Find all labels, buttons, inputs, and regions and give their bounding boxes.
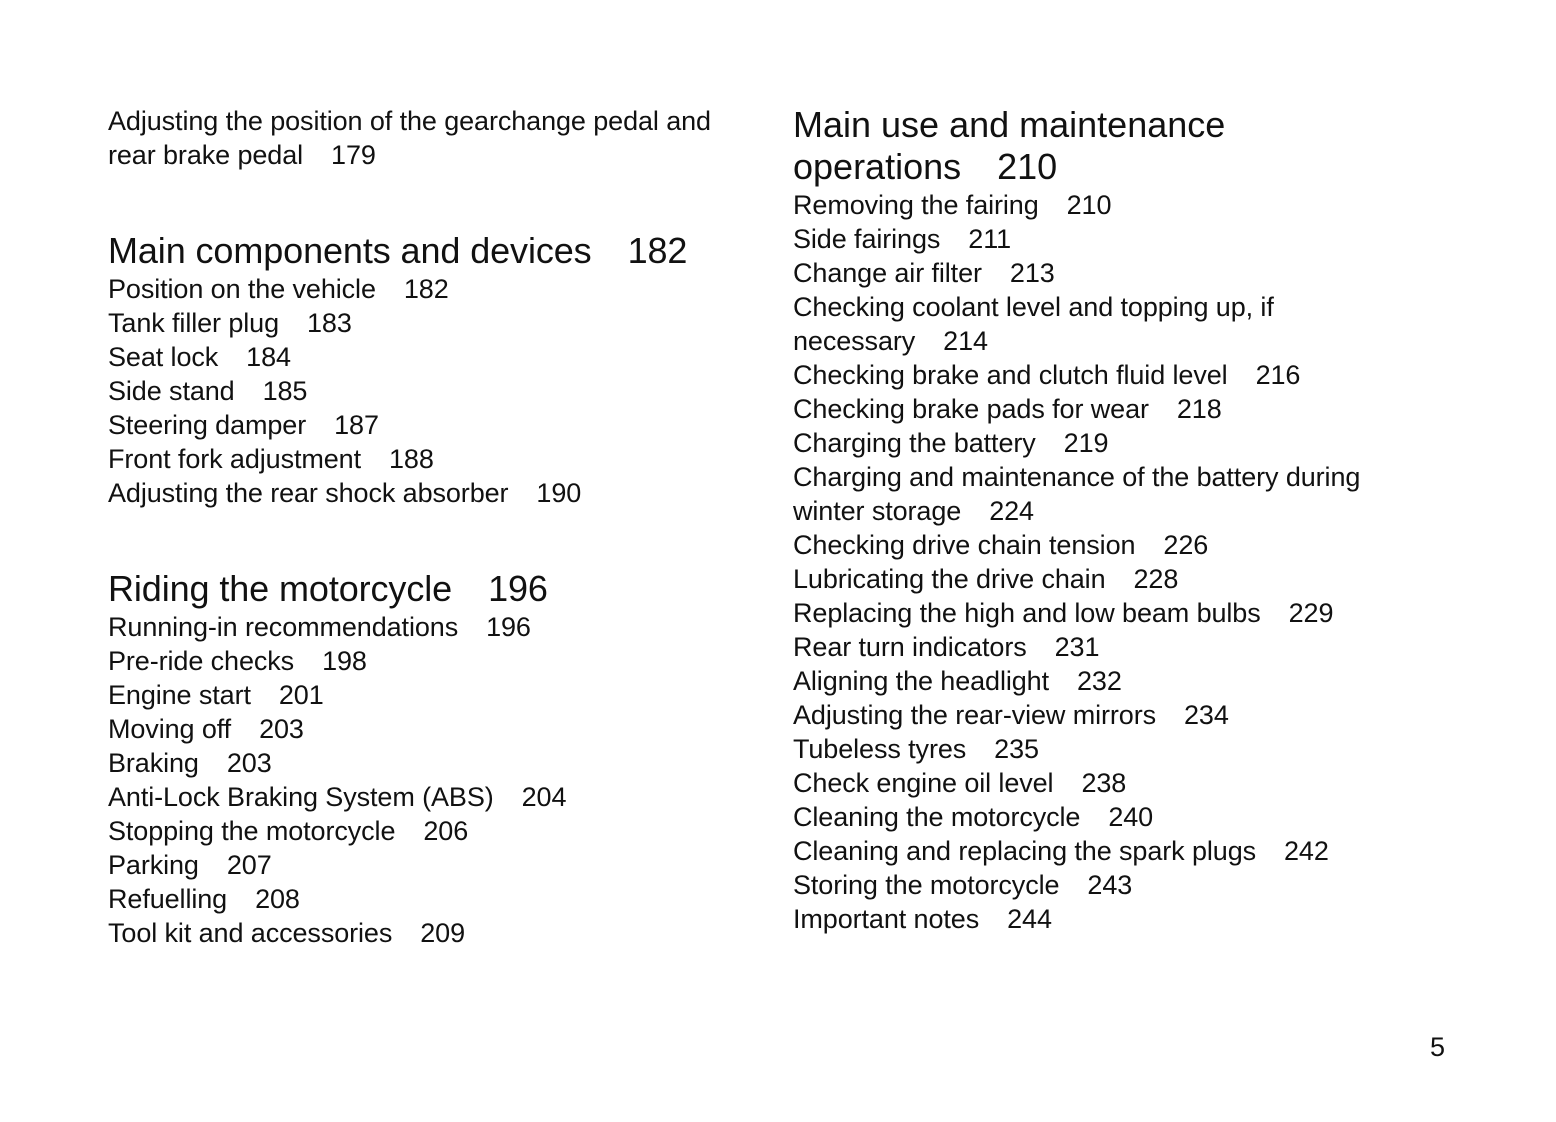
toc-entry-label: Running-in recommendations (108, 612, 459, 642)
toc-entry[interactable] (793, 902, 1433, 936)
toc-list-main-components (108, 272, 758, 510)
toc-section-maintenance (793, 104, 1433, 936)
toc-entry-label: Change air filter (793, 258, 982, 288)
toc-entry[interactable] (793, 256, 1433, 290)
toc-entry-page: 184 (246, 342, 291, 372)
toc-entry-label: Stopping the motorcycle (108, 816, 396, 846)
toc-entry-page: 208 (255, 884, 300, 914)
toc-entry-page: 198 (322, 646, 367, 676)
toc-entry-page: 228 (1133, 564, 1179, 594)
toc-entry-label: Engine start (108, 680, 251, 710)
toc-entry-page: 211 (968, 224, 1012, 254)
toc-entry-label: Adjusting the rear shock absorber (108, 478, 509, 508)
toc-entry[interactable] (793, 222, 1433, 256)
toc-entry-label-line1: Checking coolant level and topping up, if (793, 292, 1274, 322)
toc-entry-label: Refuelling (108, 884, 228, 914)
toc-entry[interactable] (108, 780, 758, 814)
toc-entry[interactable] (108, 916, 758, 950)
toc-entry-label: Side fairings (793, 224, 941, 254)
toc-entry-label: Replacing the high and low beam bulbs (793, 598, 1261, 628)
toc-left-column (108, 104, 758, 950)
toc-entry[interactable] (108, 408, 758, 442)
toc-entry-page: 238 (1081, 768, 1127, 798)
toc-entry-page: 224 (989, 496, 1034, 526)
toc-entry-label: Checking brake pads for wear (793, 394, 1149, 424)
toc-entry[interactable] (108, 644, 758, 678)
toc-entry-page: 216 (1255, 360, 1301, 390)
toc-entry-page: 244 (1007, 904, 1052, 934)
toc-section-riding (108, 568, 758, 950)
toc-entry-label-line2: rear brake pedal (108, 140, 304, 170)
toc-entry[interactable] (793, 664, 1433, 698)
toc-entry[interactable] (793, 392, 1433, 426)
toc-entry[interactable] (793, 188, 1433, 222)
toc-entry[interactable] (793, 460, 1433, 528)
toc-entry-page: 240 (1108, 802, 1154, 832)
toc-entry-page: 201 (278, 680, 324, 710)
toc-entry-page: 188 (389, 444, 434, 474)
toc-entry-label: Aligning the headlight (793, 666, 1050, 696)
section-title-page: 196 (488, 568, 548, 609)
toc-entry-page: 226 (1163, 530, 1209, 560)
toc-entry-label: Removing the fairing (793, 190, 1039, 220)
toc-entry[interactable] (793, 834, 1433, 868)
toc-entry-label: Tool kit and accessories (108, 918, 393, 948)
toc-entry-page: 219 (1063, 428, 1109, 458)
toc-entry-label-line2: winter storage (793, 496, 962, 526)
toc-entry[interactable] (108, 882, 758, 916)
toc-entry[interactable] (108, 746, 758, 780)
toc-entry-page: 218 (1176, 394, 1222, 424)
toc-entry-label-line1: Adjusting the position of the gearchange pedal and (108, 106, 711, 136)
section-title-label: Riding the motorcycle (108, 568, 453, 609)
toc-entry-page: 214 (943, 326, 988, 356)
toc-entry-label: Charging the battery (793, 428, 1036, 458)
section-title-label-line2: operations (793, 146, 962, 187)
toc-entry[interactable] (793, 630, 1433, 664)
toc-entry-gearchange-pedal[interactable] (108, 104, 758, 172)
toc-entry[interactable] (793, 562, 1433, 596)
toc-entry-page: 229 (1288, 598, 1334, 628)
toc-entry-page: 206 (423, 816, 469, 846)
toc-entry-label: Position on the vehicle (108, 274, 376, 304)
toc-entry[interactable] (108, 712, 758, 746)
toc-entry[interactable] (108, 306, 758, 340)
toc-entry-page: 179 (331, 140, 376, 170)
toc-right-column (793, 104, 1433, 936)
toc-entry[interactable] (108, 848, 758, 882)
toc-entry-label: Tank filler plug (108, 308, 279, 338)
page-number: 5 (1430, 1032, 1446, 1062)
toc-entry-label: Checking brake and clutch fluid level (793, 360, 1228, 390)
section-title-label: Main components and devices (108, 230, 592, 271)
toc-entry[interactable] (793, 528, 1433, 562)
toc-entry[interactable] (793, 800, 1433, 834)
toc-entry-page: 203 (226, 748, 272, 778)
toc-entry[interactable] (793, 290, 1433, 358)
toc-entry-page: 185 (262, 376, 308, 406)
toc-entry-label: Side stand (108, 376, 235, 406)
toc-entry-label: Cleaning and replacing the spark plugs (793, 836, 1257, 866)
toc-entry-label: Anti-Lock Braking System (ABS) (108, 782, 494, 812)
toc-entry-label: Braking (108, 748, 199, 778)
toc-entry-page: 190 (536, 478, 582, 508)
toc-entry-label-line1: Charging and maintenance of the battery during (793, 462, 1361, 492)
toc-entry[interactable] (108, 340, 758, 374)
toc-entry-page: 231 (1054, 632, 1100, 662)
toc-entry-label: Checking drive chain tension (793, 530, 1136, 560)
toc-entry-page: 196 (486, 612, 531, 642)
toc-entry-label: Check engine oil level (793, 768, 1054, 798)
toc-entry[interactable] (108, 442, 758, 476)
toc-entry-page: 242 (1284, 836, 1329, 866)
toc-entry-page: 243 (1087, 870, 1133, 900)
toc-entry-page: 187 (334, 410, 379, 440)
toc-entry[interactable] (108, 678, 758, 712)
toc-entry-label: Tubeless tyres (793, 734, 967, 764)
toc-entry-page: 234 (1184, 700, 1229, 730)
toc-entry[interactable] (793, 868, 1433, 902)
toc-entry-label: Storing the motorcycle (793, 870, 1060, 900)
toc-entry-label: Seat lock (108, 342, 219, 372)
section-title-page: 182 (627, 230, 688, 271)
toc-entry[interactable] (108, 374, 758, 408)
toc-entry[interactable] (793, 698, 1433, 732)
toc-entry-label: Pre-ride checks (108, 646, 295, 676)
toc-entry-label: Important notes (793, 904, 980, 934)
section-title-main-components[interactable] (108, 230, 758, 272)
toc-entry-page: 207 (226, 850, 272, 880)
toc-entry-page: 232 (1077, 666, 1122, 696)
toc-section-main-components (108, 230, 758, 510)
toc-entry[interactable] (793, 732, 1433, 766)
toc-entry-page: 203 (259, 714, 304, 744)
section-title-page: 210 (997, 146, 1058, 187)
toc-entry[interactable] (793, 766, 1433, 800)
toc-entry[interactable] (108, 814, 758, 848)
toc-entry[interactable] (108, 610, 758, 644)
toc-entry-label-line2: necessary (793, 326, 916, 356)
toc-entry-label: Rear turn indicators (793, 632, 1027, 662)
toc-entry-label: Cleaning the motorcycle (793, 802, 1081, 832)
section-title-label-line1: Main use and maintenance (793, 104, 1226, 145)
toc-entry-page: 210 (1066, 190, 1112, 220)
toc-entry-page: 182 (403, 274, 449, 304)
toc-entry-label: Moving off (108, 714, 232, 744)
toc-entry-label: Front fork adjustment (108, 444, 362, 474)
toc-entry-label: Parking (108, 850, 199, 880)
toc-entry[interactable] (793, 426, 1433, 460)
toc-entry[interactable] (108, 272, 758, 306)
toc-entry-page: 213 (1009, 258, 1055, 288)
toc-list-maintenance (793, 188, 1433, 936)
toc-entry-label: Lubricating the drive chain (793, 564, 1106, 594)
toc-entry-page: 204 (521, 782, 567, 812)
section-title-maintenance[interactable] (793, 104, 1433, 188)
toc-list-riding (108, 610, 758, 950)
toc-entry[interactable] (108, 476, 758, 510)
toc-entry[interactable] (793, 596, 1433, 630)
section-title-riding[interactable] (108, 568, 758, 610)
toc-entry-label: Steering damper (108, 410, 307, 440)
toc-entry-page: 209 (420, 918, 465, 948)
toc-entry[interactable] (793, 358, 1433, 392)
toc-entry-page: 183 (307, 308, 352, 338)
toc-entry-page: 235 (994, 734, 1039, 764)
toc-entry-label: Adjusting the rear-view mirrors (793, 700, 1157, 730)
